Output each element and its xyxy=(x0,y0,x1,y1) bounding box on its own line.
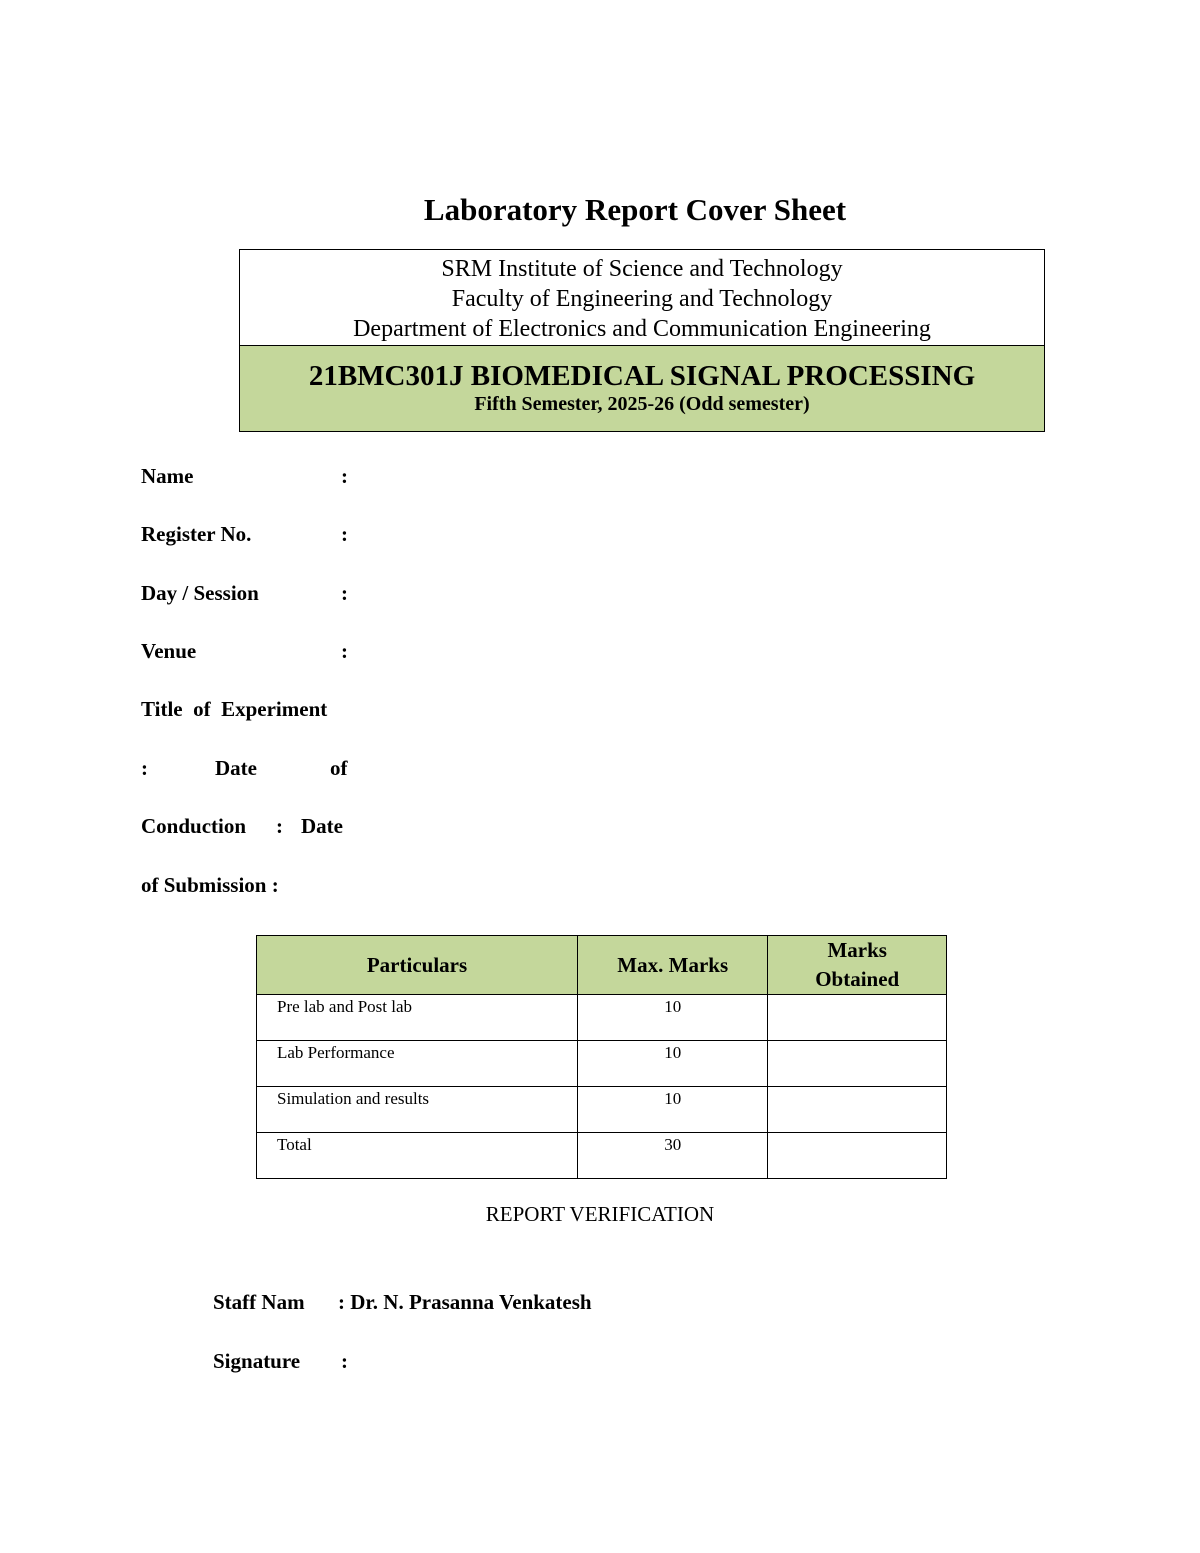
institution-block xyxy=(240,250,1044,345)
marks-table xyxy=(256,935,947,1179)
row-max-marks: 10 xyxy=(578,1087,768,1133)
row-particular: Pre lab and Post lab xyxy=(257,995,578,1041)
register-label: Register No. xyxy=(141,522,252,546)
signature-colon: : xyxy=(341,1349,348,1373)
venue-label: Venue xyxy=(141,639,197,663)
name-colon: : xyxy=(341,464,348,488)
title-of-experiment-label: Title of Experiment xyxy=(141,697,328,721)
row-max-marks: 10 xyxy=(578,1041,768,1087)
header-particulars: Particulars xyxy=(257,936,578,995)
table-row xyxy=(257,1087,947,1133)
date-submission-label: Date xyxy=(301,814,343,838)
faculty-name: Faculty of Engineering and Technology xyxy=(451,286,833,312)
header-marks-line2: Obtained xyxy=(815,967,900,991)
wrap-colon: : xyxy=(141,756,148,780)
date-label: Date xyxy=(215,756,257,780)
institution-name: SRM Institute of Science and Technology xyxy=(441,256,843,282)
course-block xyxy=(240,345,1044,431)
row-particular: Lab Performance xyxy=(257,1041,578,1087)
document-title: Laboratory Report Cover Sheet xyxy=(423,192,847,227)
staff-name-label: Staff Nam xyxy=(213,1290,305,1314)
table-header-row xyxy=(257,936,947,995)
header-marks-obtained xyxy=(768,936,947,995)
row-particular: Simulation and results xyxy=(257,1087,578,1133)
submission-label: of Submission : xyxy=(141,873,279,897)
of-label: of xyxy=(330,756,348,780)
row-marks-obtained xyxy=(768,1133,947,1179)
table-row xyxy=(257,1041,947,1087)
row-particular: Total xyxy=(257,1133,578,1179)
signature-label: Signature xyxy=(213,1349,301,1373)
header-marks-line1: Marks xyxy=(827,938,887,962)
course-title: 21BMC301J BIOMEDICAL SIGNAL PROCESSING xyxy=(308,360,976,392)
header-max-marks: Max. Marks xyxy=(578,936,768,995)
table-row xyxy=(257,995,947,1041)
department-name: Department of Electronics and Communication Engineering xyxy=(353,316,931,342)
row-marks-obtained xyxy=(768,1041,947,1087)
table-row-total xyxy=(257,1133,947,1179)
staff-name-value: : Dr. N. Prasanna Venkatesh xyxy=(338,1290,592,1314)
header-box xyxy=(239,249,1045,432)
day-session-colon: : xyxy=(341,581,348,605)
day-session-label: Day / Session xyxy=(141,581,259,605)
report-verification-heading: REPORT VERIFICATION xyxy=(485,1202,715,1226)
name-label: Name xyxy=(141,464,194,488)
course-semester: Fifth Semester, 2025-26 (Odd semester) xyxy=(474,393,810,415)
conduction-label: Conduction xyxy=(141,814,247,838)
venue-colon: : xyxy=(341,639,348,663)
row-marks-obtained xyxy=(768,1087,947,1133)
register-colon: : xyxy=(341,522,348,546)
row-max-marks: 30 xyxy=(578,1133,768,1179)
conduction-colon: : xyxy=(276,814,283,838)
row-max-marks: 10 xyxy=(578,995,768,1041)
row-marks-obtained xyxy=(768,995,947,1041)
